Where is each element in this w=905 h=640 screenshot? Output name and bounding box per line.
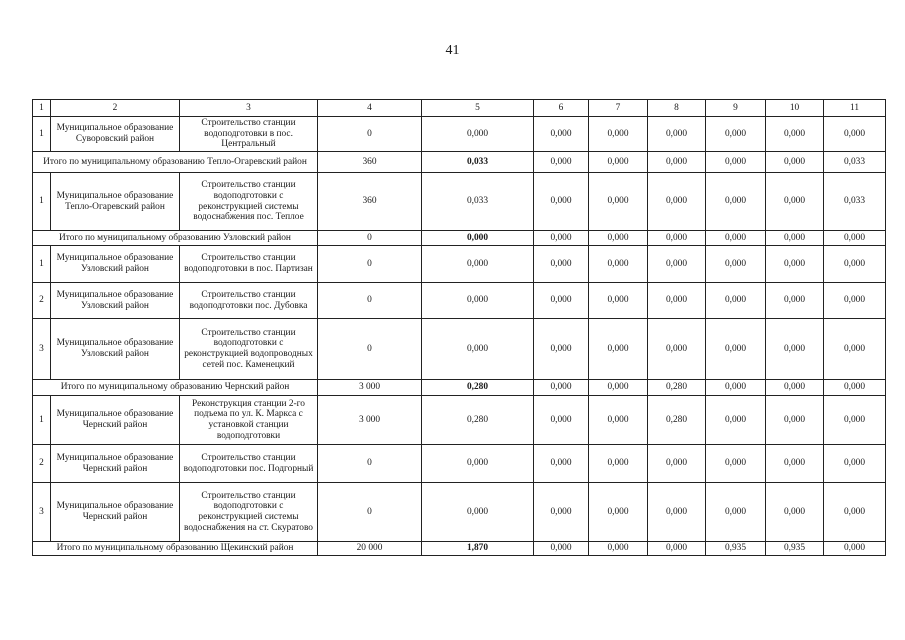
project-cell: Строительство станции водоподготовки в пос. Партизан (180, 246, 318, 283)
value-cell: 0,000 (534, 396, 589, 445)
table-row (33, 117, 886, 152)
value-cell: 0,000 (824, 319, 886, 380)
value-cell: 0,000 (534, 117, 589, 152)
table-row (33, 445, 886, 483)
value-cell: 0,000 (534, 283, 589, 319)
value-cell: 0,935 (706, 542, 766, 556)
value-cell: 0,000 (589, 380, 648, 396)
value-cell: 0,000 (706, 231, 766, 246)
municipality-cell: Муниципальное образование Чернский район (51, 445, 180, 483)
total-row (33, 231, 886, 246)
value-cell: 0,000 (766, 152, 824, 173)
value-cell: 0,000 (824, 445, 886, 483)
header-cell: 7 (589, 100, 648, 117)
value-cell: 0,000 (824, 117, 886, 152)
value-cell: 0,000 (766, 380, 824, 396)
total-row (33, 542, 886, 556)
value-cell: 0,000 (534, 319, 589, 380)
row-number: 1 (33, 117, 51, 152)
value-cell: 0,000 (766, 231, 824, 246)
row-number: 3 (33, 319, 51, 380)
value-cell: 0,000 (534, 380, 589, 396)
value-cell: 0,000 (824, 542, 886, 556)
value-cell: 0,000 (589, 542, 648, 556)
value-cell: 0,000 (706, 246, 766, 283)
value-cell: 0,000 (589, 319, 648, 380)
value-cell: 0,280 (422, 380, 534, 396)
total-label: Итого по муниципальному образованию Узловский район (33, 231, 318, 246)
total-row (33, 380, 886, 396)
value-cell: 0,000 (824, 231, 886, 246)
value-cell: 0,000 (534, 483, 589, 542)
value-cell: 0,000 (589, 283, 648, 319)
value-cell: 0 (318, 483, 422, 542)
project-cell: Строительство станции водоподготовки с реконструкцией системы водоснабжения на ст. Скуратово (180, 483, 318, 542)
total-label: Итого по муниципальному образованию Чернский район (33, 380, 318, 396)
value-cell: 0 (318, 117, 422, 152)
investment-table (32, 99, 886, 556)
row-number: 1 (33, 173, 51, 231)
value-cell: 0,000 (534, 246, 589, 283)
value-cell: 20 000 (318, 542, 422, 556)
value-cell: 0,000 (589, 445, 648, 483)
project-cell: Строительство станции водоподготовки пос. Подгорный (180, 445, 318, 483)
header-row (33, 100, 886, 117)
row-number: 1 (33, 246, 51, 283)
header-cell: 1 (33, 100, 51, 117)
value-cell: 0,000 (648, 173, 706, 231)
municipality-cell: Муниципальное образование Чернский район (51, 483, 180, 542)
value-cell: 0,000 (766, 283, 824, 319)
value-cell: 0,000 (706, 445, 766, 483)
value-cell: 0,000 (766, 396, 824, 445)
value-cell: 0,000 (824, 380, 886, 396)
value-cell: 0,000 (706, 283, 766, 319)
value-cell: 0 (318, 246, 422, 283)
value-cell: 0,280 (422, 396, 534, 445)
value-cell: 0,000 (706, 173, 766, 231)
value-cell: 0 (318, 319, 422, 380)
value-cell: 0,000 (534, 173, 589, 231)
value-cell: 0,000 (589, 246, 648, 283)
municipality-cell: Муниципальное образование Узловский район (51, 283, 180, 319)
value-cell: 0,000 (422, 231, 534, 246)
value-cell: 0,000 (766, 246, 824, 283)
value-cell: 0,000 (648, 117, 706, 152)
value-cell: 0,000 (422, 283, 534, 319)
total-row (33, 152, 886, 173)
value-cell: 0,033 (422, 152, 534, 173)
value-cell: 360 (318, 152, 422, 173)
value-cell: 0,000 (648, 542, 706, 556)
table-row (33, 246, 886, 283)
row-number: 3 (33, 483, 51, 542)
value-cell: 0,000 (824, 283, 886, 319)
header-cell: 2 (51, 100, 180, 117)
header-cell: 4 (318, 100, 422, 117)
value-cell: 0,000 (648, 445, 706, 483)
value-cell: 0,000 (706, 396, 766, 445)
table-row (33, 396, 886, 445)
row-number: 1 (33, 396, 51, 445)
header-cell: 6 (534, 100, 589, 117)
value-cell: 0,000 (422, 117, 534, 152)
value-cell: 0,000 (648, 319, 706, 380)
value-cell: 0,000 (766, 319, 824, 380)
value-cell: 0,033 (824, 173, 886, 231)
value-cell: 3 000 (318, 396, 422, 445)
value-cell: 0,000 (824, 396, 886, 445)
municipality-cell: Муниципальное образование Чернский район (51, 396, 180, 445)
value-cell: 0,000 (824, 246, 886, 283)
value-cell: 0,000 (534, 445, 589, 483)
header-cell: 10 (766, 100, 824, 117)
value-cell: 0,000 (706, 380, 766, 396)
table-row (33, 483, 886, 542)
header-cell: 11 (824, 100, 886, 117)
value-cell: 0,000 (589, 173, 648, 231)
header-cell: 3 (180, 100, 318, 117)
page-number: 41 (445, 43, 460, 58)
total-label: Итого по муниципальному образованию Тепло-Огаревский район (33, 152, 318, 173)
project-cell: Строительство станции водоподготовки пос. Дубовка (180, 283, 318, 319)
municipality-cell: Муниципальное образование Тепло-Огаревский район (51, 173, 180, 231)
value-cell: 0,000 (589, 231, 648, 246)
table-row (33, 173, 886, 231)
value-cell: 360 (318, 173, 422, 231)
value-cell: 3 000 (318, 380, 422, 396)
value-cell: 0,000 (648, 246, 706, 283)
value-cell: 0,000 (534, 542, 589, 556)
value-cell: 0,000 (766, 483, 824, 542)
value-cell: 0,000 (589, 396, 648, 445)
value-cell: 0,000 (706, 483, 766, 542)
value-cell: 0,000 (422, 319, 534, 380)
value-cell: 0,000 (648, 283, 706, 319)
value-cell: 0,000 (589, 483, 648, 542)
value-cell: 0,033 (422, 173, 534, 231)
value-cell: 0,000 (422, 483, 534, 542)
row-number: 2 (33, 283, 51, 319)
value-cell: 0,033 (824, 152, 886, 173)
project-cell: Реконструкция станции 2-го подъема по ул. К. Маркса с установкой станции водоподготовки (180, 396, 318, 445)
value-cell: 0,000 (422, 246, 534, 283)
value-cell: 0 (318, 445, 422, 483)
value-cell: 0,000 (589, 117, 648, 152)
value-cell: 0,000 (648, 483, 706, 542)
value-cell: 0,000 (422, 445, 534, 483)
value-cell: 0,000 (648, 231, 706, 246)
value-cell: 0 (318, 283, 422, 319)
value-cell: 0,000 (766, 173, 824, 231)
value-cell: 0,000 (589, 152, 648, 173)
municipality-cell: Муниципальное образование Узловский район (51, 319, 180, 380)
header-cell: 9 (706, 100, 766, 117)
value-cell: 0,935 (766, 542, 824, 556)
value-cell: 0,000 (766, 117, 824, 152)
project-cell: Строительство станции водоподготовки в пос. Центральный (180, 117, 318, 152)
value-cell: 0,000 (706, 152, 766, 173)
value-cell: 0,000 (706, 319, 766, 380)
municipality-cell: Муниципальное образование Узловский район (51, 246, 180, 283)
municipality-cell: Муниципальное образование Суворовский район (51, 117, 180, 152)
row-number: 2 (33, 445, 51, 483)
value-cell: 0,280 (648, 380, 706, 396)
project-cell: Строительство станции водоподготовки с реконструкцией системы водоснабжения пос. Теплое (180, 173, 318, 231)
value-cell: 0,000 (534, 152, 589, 173)
header-cell: 8 (648, 100, 706, 117)
project-cell: Строительство станции водоподготовки с реконструкцией водопроводных сетей пос. Каменецкий (180, 319, 318, 380)
table-row (33, 319, 886, 380)
total-label: Итого по муниципальному образованию Щекинский район (33, 542, 318, 556)
header-cell: 5 (422, 100, 534, 117)
value-cell: 0,000 (706, 117, 766, 152)
value-cell: 1,870 (422, 542, 534, 556)
table-row (33, 283, 886, 319)
value-cell: 0,000 (824, 483, 886, 542)
value-cell: 0,000 (534, 231, 589, 246)
value-cell: 0,000 (766, 445, 824, 483)
value-cell: 0,280 (648, 396, 706, 445)
value-cell: 0 (318, 231, 422, 246)
value-cell: 0,000 (648, 152, 706, 173)
